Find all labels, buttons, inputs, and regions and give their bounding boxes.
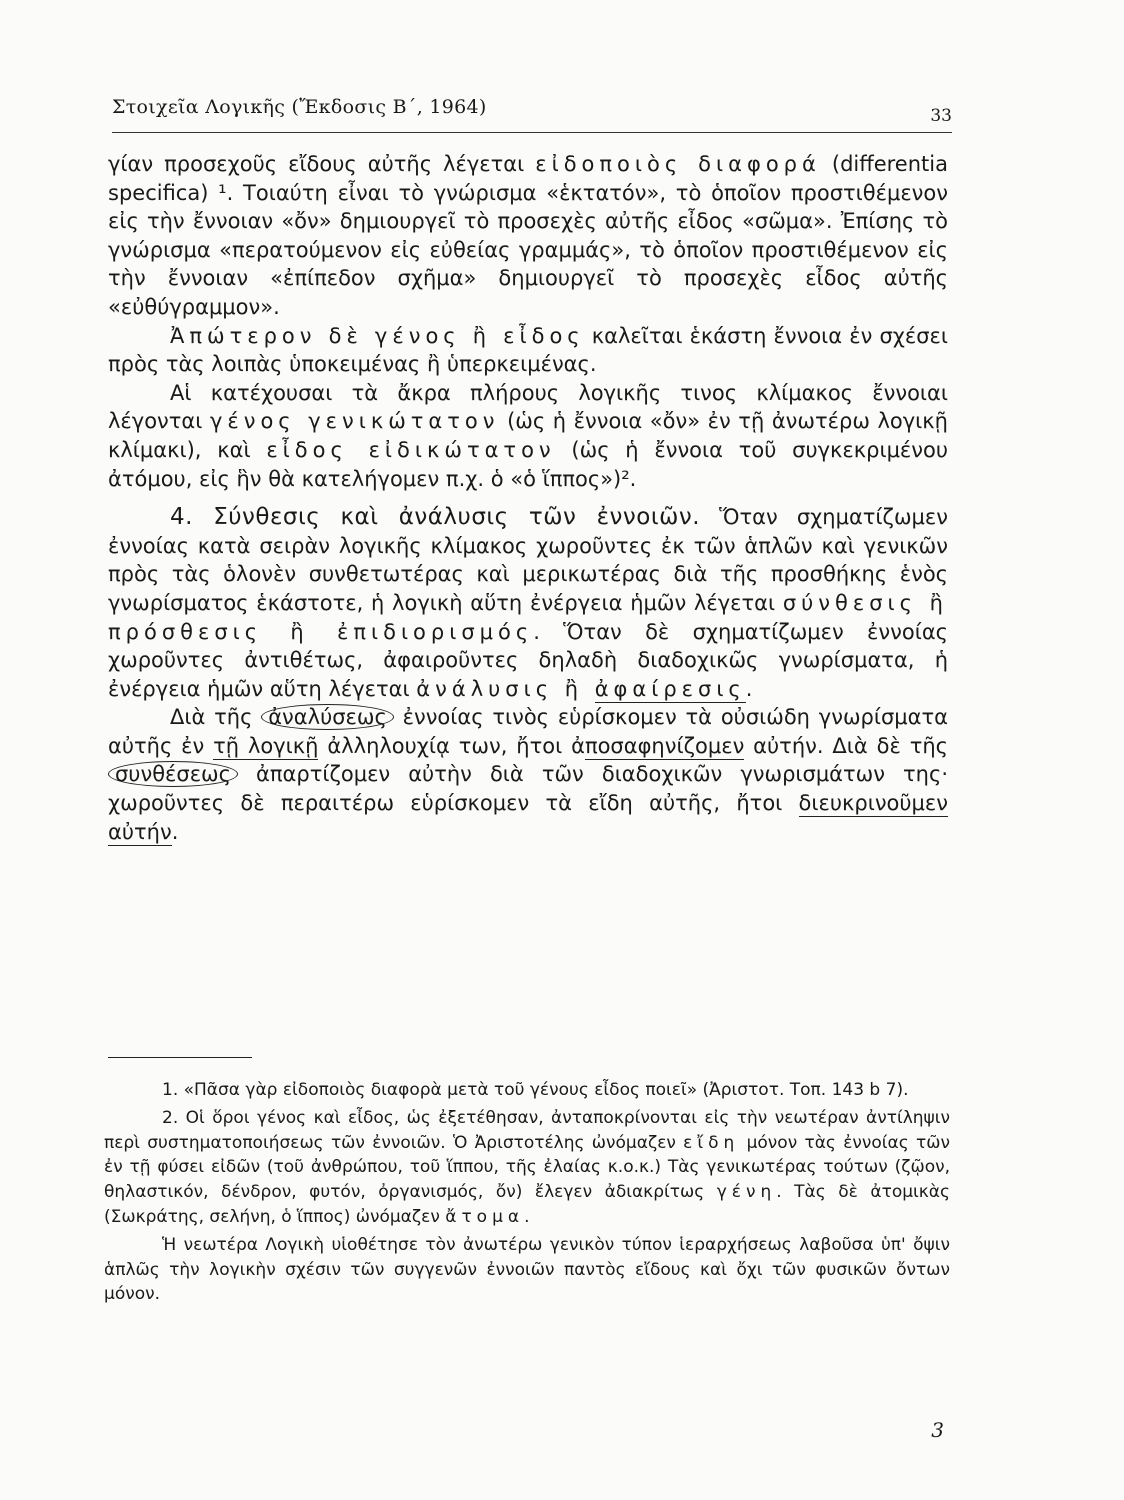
text-span: γίαν προσεχοῦς εἴδους αὐτῆς λέγεται — [108, 152, 536, 176]
running-head — [112, 92, 952, 133]
spaced-term: ἄτομα — [445, 1206, 525, 1227]
text-span: Ὅταν σχηματίζωμεν ἐννοίας κατὰ σειρὰν λογικῆς κλίμακος χωροῦντες ἐκ τῶν ἁπλῶν καὶ γενικῶν πρὸς τὰς ὁλονὲν συνθετωτέρας καὶ μερικωτέρας διὰ τῆς προσθήκης ἑνὸς γνωρίσματος ἑκάστοτε, ἡ λογικὴ αὕτη ἐνέργεια ἡμῶν λέγεται — [108, 505, 948, 615]
spaced-term: εἶδος εἰδικώτατον — [266, 437, 556, 462]
text-span: αὐτήν. Διὰ δὲ τῆς — [744, 733, 948, 758]
text-span: 2. Οἱ ὅροι γένος καὶ εἶδος, ὡς ἐξετέθησαν, ἀνταποκρίνονται εἰς τὴν νεωτέραν ἀντίληψιν περὶ συστηματοποιήσεως τῶν ἐννοιῶν. Ὁ Ἀριστοτέλης ὠνόμαζεν — [104, 1107, 950, 1153]
paragraph-2 — [108, 322, 948, 379]
text-span: . — [524, 1206, 530, 1227]
underlined-term: ποσαφηνίζομεν — [584, 733, 745, 758]
paragraph-5 — [108, 703, 948, 846]
spaced-term: γένη — [716, 1182, 777, 1203]
spaced-term: γένος γενικώτατον — [209, 409, 500, 434]
spaced-term: εἴδη — [683, 1132, 740, 1153]
footnote-2 — [104, 1106, 950, 1230]
spaced-term: ἀνάλυσις ἢ — [416, 676, 595, 701]
text-span: ἀλληλουχίᾳ των, ἤτοι ἀ — [318, 733, 585, 758]
section-heading: 4. Σύνθεσις καὶ ἀνάλυσις τῶν ἐννοιῶν. — [170, 504, 701, 531]
underlined-term: ἀφαίρεσις — [594, 676, 746, 701]
footnote-1: 1. «Πᾶσα γὰρ εἰδοποιὸς διαφορὰ μετὰ τοῦ γένους εἶδος ποιεῖ» (Ἀριστοτ. Τοπ. 143 b 7). — [162, 1080, 909, 1100]
text-span: (differentia specifica) ¹. Τοιαύτη εἶναι τὸ γνώρισμα «ἑκτατόν», τὸ ὁποῖον προστιθέμενον εἰς τὴν ἔννοιαν «ὄν» δημιουργεῖ τὸ προσεχὲς αὐτῆς εἶδος «σῶμα». Ἐπίσης τὸ γνώρισμα «περατούμενον εἰς εὐθείας γραμμάς», τὸ ὁποῖον προστιθέμενον εἰς τὴν ἔννοιαν «ἐπίπεδον σχῆμα» δημιουργεῖ τὸ προσεχὲς εἶδος αὐτῆς «εὐθύγραμμον». — [108, 152, 948, 319]
body-text — [108, 150, 948, 846]
footnote-rule — [108, 1057, 252, 1058]
circled-term: συνθέσεως — [108, 761, 238, 787]
paragraph-3 — [108, 379, 948, 493]
text-span: Αἱ κατέχουσαι τὰ ἄκρα πλήρους λογικῆς τινος κλίμακος ἔννοιαι λέγονται — [108, 380, 948, 434]
paragraph-1 — [108, 150, 948, 322]
spaced-term: σύνθεσις ἢ πρόσθεσις ἢ ἐπιδιορισμός — [108, 590, 948, 644]
paragraph-4 — [108, 503, 948, 703]
text-span: (ὡς ἡ ἔννοια «ὄν» ἐν τῇ ἀνωτέρω λογικῇ κλίμακι), καὶ — [108, 409, 948, 462]
footnote-3: Ἡ νεωτέρα Λογικὴ υἱοθέτησε τὸν ἀνωτέρω γενικὸν τύπον ἱεραρχήσεως λαβοῦσα ὑπ' ὄψιν ἁπλῶς τὴν λογικὴν σχέσιν τῶν συγγενῶν ἐννοιῶν παντὸς εἴδους καὶ ὄχι τῶν φυσικῶν ὄντων μόνον. — [104, 1234, 950, 1305]
signature-number: 3 — [931, 1418, 944, 1442]
text-span: . Τὰς δὲ ἀτομικὰς (Σωκράτης, σελήνη, ὁ ἵππος) ὠνόμαζεν — [104, 1182, 950, 1227]
text-span: (ὡς ἡ ἔννοια τοῦ συγκεκριμένου ἀτόμου, εἰς ἣν θὰ κατελήγομεν π.χ. ὁ «ὁ ἵππος»)². — [108, 437, 949, 491]
running-head-title: Στοιχεῖα Λογικῆς (Ἔκδοσις Β΄, 1964) — [112, 96, 487, 118]
page-number: 33 — [930, 106, 952, 126]
text-span: καλεῖται ἑκάστη ἔννοια ἐν σχέσει πρὸς τὰς λοιπὰς ὑποκειμένας ἢ ὑπερκειμένας. — [108, 323, 948, 377]
spaced-term: Ἀπώτερον δὲ γένος ἢ εἶδος — [170, 323, 585, 348]
underlined-term: τῇ λογικῇ — [213, 733, 319, 758]
text-span: ἀπαρτίζομεν αὐτὴν διὰ τῶν διαδοχικῶν γνωρισμάτων της· χωροῦντες δὲ περαιτέρω εὑρίσκομεν τὰ εἴδη αὐτῆς, ἤτοι — [108, 762, 948, 816]
underlined-term: διευκρινοῦμεν αὐτήν — [108, 791, 948, 844]
text-span: μόνον τὰς ἐννοίας τῶν ἐν τῇ φύσει εἰδῶν (τοῦ ἀνθρώπου, τοῦ ἵππου, τῆς ἐλαίας κ.ο.κ.) Τὰς γενικωτέρας τούτων (ζῷον, θηλαστικόν, δένδρον, φυτόν, ὀργανισμός, ὄν) ἔλεγεν ἀδιακρίτως — [104, 1132, 950, 1203]
text-span: ἐννοίας τινὸς εὑρίσκομεν τὰ οὐσιώδη γνωρίσματα αὐτῆς ἐν — [108, 705, 948, 758]
text-span: . — [171, 819, 179, 844]
text-span: Διὰ τῆς — [170, 705, 262, 730]
footnotes — [104, 1078, 950, 1310]
text-span: . — [745, 676, 753, 701]
spaced-term: εἰδοποιὸς διαφορά — [535, 152, 821, 176]
text-span: . Ὅταν δὲ σχηματίζωμεν ἐννοίας χωροῦντες ἀντιθέτως, ἀφαιροῦντες δηλαδὴ διαδοχικῶς γνωρίσματα, ἡ ἐνέργεια ἡμῶν αὕτη λέγεται — [108, 619, 948, 701]
circled-term: ἀναλύσεως — [261, 704, 394, 730]
